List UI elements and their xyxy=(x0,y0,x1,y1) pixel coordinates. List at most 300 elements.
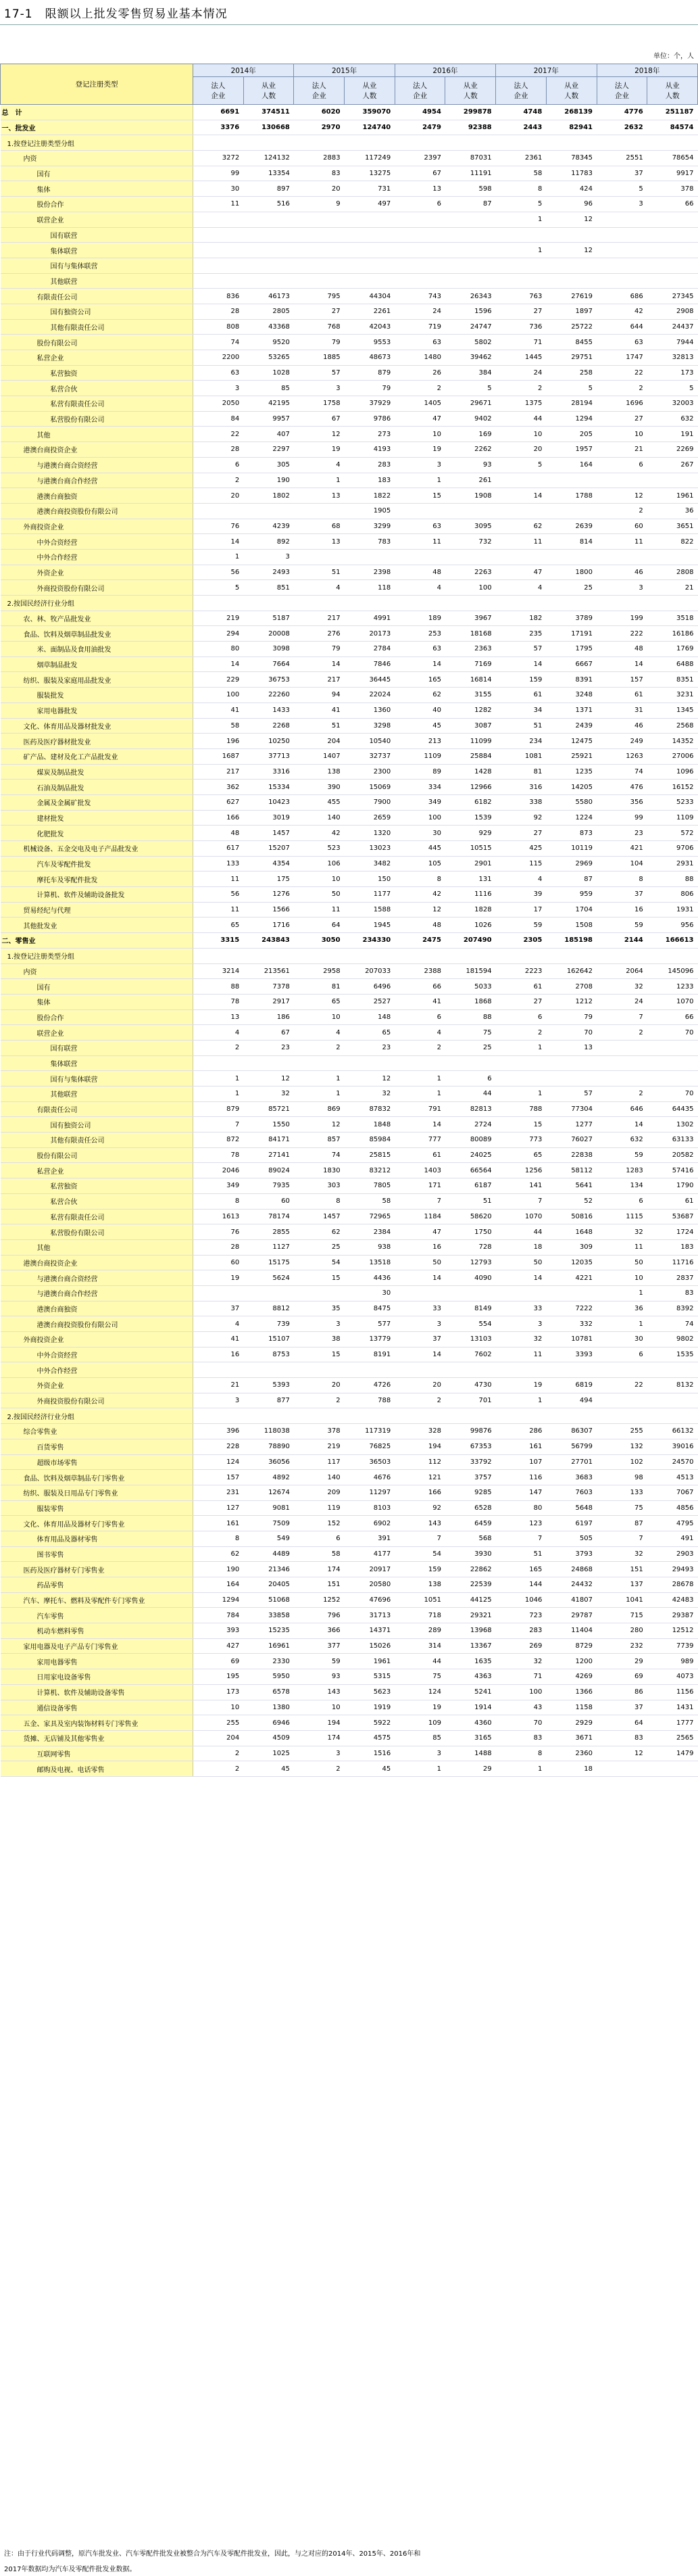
table-cell: 549 xyxy=(243,1531,294,1546)
row-label: 计算机、软件及辅助设备批发 xyxy=(1,887,193,903)
table-cell: 99876 xyxy=(445,1424,496,1439)
table-cell: 391 xyxy=(345,1531,395,1546)
row-label: 国有 xyxy=(1,166,193,181)
table-row xyxy=(1,994,698,1009)
table-cell: 332 xyxy=(546,1316,597,1332)
table-cell: 56 xyxy=(193,887,244,903)
table-cell xyxy=(395,135,445,151)
table-cell: 195 xyxy=(193,1669,244,1685)
table-cell xyxy=(496,273,547,289)
table-cell: 23 xyxy=(597,826,647,841)
row-label: 纺织、服装及家庭用品批发业 xyxy=(1,672,193,688)
table-cell xyxy=(193,1285,244,1301)
table-cell: 56799 xyxy=(546,1439,597,1454)
table-cell: 2931 xyxy=(647,856,698,872)
table-cell xyxy=(496,1055,547,1071)
table-row xyxy=(1,442,698,458)
table-cell xyxy=(294,1285,345,1301)
table-row xyxy=(1,672,698,688)
table-cell: 20 xyxy=(193,488,244,504)
table-cell: 15175 xyxy=(243,1255,294,1270)
table-cell: 58 xyxy=(496,166,547,181)
table-cell: 24 xyxy=(496,365,547,381)
table-cell: 21 xyxy=(647,580,698,596)
table-cell: 2568 xyxy=(647,718,698,734)
table-cell: 8351 xyxy=(647,672,698,688)
table-cell: 5641 xyxy=(546,1178,597,1194)
table-cell: 1403 xyxy=(395,1163,445,1178)
table-cell: 79 xyxy=(294,642,345,657)
table-cell: 30 xyxy=(395,826,445,841)
table-cell: 6020 xyxy=(294,105,345,120)
table-cell: 53687 xyxy=(647,1209,698,1224)
table-cell: 67353 xyxy=(445,1439,496,1454)
table-cell: 2479 xyxy=(395,120,445,135)
table-cell: 2970 xyxy=(294,120,345,135)
table-cell: 65 xyxy=(294,994,345,1009)
table-cell: 11 xyxy=(193,902,244,917)
table-cell: 4073 xyxy=(647,1669,698,1685)
table-row xyxy=(1,688,698,703)
table-cell: 31 xyxy=(597,702,647,718)
table-cell xyxy=(193,596,244,611)
table-cell: 12 xyxy=(294,1117,345,1132)
row-label: 汽车零售 xyxy=(1,1608,193,1623)
table-cell: 204 xyxy=(294,734,345,749)
table-cell: 1 xyxy=(193,1087,244,1102)
table-cell: 30 xyxy=(597,1332,647,1347)
table-cell: 374511 xyxy=(243,105,294,120)
row-label: 外商投资企业 xyxy=(1,519,193,534)
table-cell: 5 xyxy=(496,197,547,212)
table-cell: 261 xyxy=(445,473,496,488)
row-label: 内资 xyxy=(1,963,193,979)
table-cell: 11 xyxy=(496,1347,547,1362)
table-cell: 37 xyxy=(395,1332,445,1347)
table-cell: 20917 xyxy=(345,1562,395,1577)
table-cell: 4892 xyxy=(243,1470,294,1485)
table-cell: 1613 xyxy=(193,1209,244,1224)
table-cell: 173 xyxy=(193,1684,244,1700)
table-cell: 253 xyxy=(395,626,445,642)
table-cell: 53265 xyxy=(243,350,294,366)
table-cell: 82813 xyxy=(445,1101,496,1117)
table-cell: 836 xyxy=(193,289,244,304)
year-header: 2017年 xyxy=(496,64,597,77)
table-cell: 1041 xyxy=(597,1592,647,1608)
table-cell: 249 xyxy=(597,734,647,749)
table-cell: 7169 xyxy=(445,657,496,672)
table-cell: 3019 xyxy=(243,810,294,826)
table-cell: 407 xyxy=(243,427,294,442)
table-cell: 3231 xyxy=(647,688,698,703)
row-label: 中外合作经营 xyxy=(1,549,193,565)
table-cell xyxy=(647,473,698,488)
table-cell: 12674 xyxy=(243,1485,294,1500)
row-label: 联营企业 xyxy=(1,1025,193,1041)
table-cell: 4730 xyxy=(445,1378,496,1393)
table-cell: 174 xyxy=(294,1730,345,1746)
table-cell: 70 xyxy=(647,1025,698,1041)
table-cell: 189 xyxy=(395,611,445,626)
table-cell: 74 xyxy=(294,1147,345,1163)
table-cell: 6946 xyxy=(243,1715,294,1731)
table-row xyxy=(1,227,698,243)
table-cell: 32 xyxy=(597,1224,647,1240)
table-cell: 2046 xyxy=(193,1163,244,1178)
table-cell: 76 xyxy=(193,519,244,534)
table-cell: 2 xyxy=(294,1393,345,1408)
table-cell: 27619 xyxy=(546,289,597,304)
table-cell: 87 xyxy=(597,1516,647,1531)
table-cell: 8 xyxy=(496,1746,547,1761)
table-cell: 83212 xyxy=(345,1163,395,1178)
table-cell: 63 xyxy=(193,365,244,381)
table-cell: 15334 xyxy=(243,780,294,795)
table-cell: 3165 xyxy=(445,1730,496,1746)
table-cell: 3683 xyxy=(546,1470,597,1485)
table-cell: 4269 xyxy=(546,1669,597,1685)
row-label: 化肥批发 xyxy=(1,826,193,841)
table-row xyxy=(1,1439,698,1454)
table-cell: 6197 xyxy=(546,1516,597,1531)
table-cell: 7222 xyxy=(546,1301,597,1316)
table-cell: 2269 xyxy=(647,442,698,458)
table-cell: 15107 xyxy=(243,1332,294,1347)
table-cell: 5802 xyxy=(445,335,496,350)
table-row xyxy=(1,611,698,626)
table-cell: 87832 xyxy=(345,1101,395,1117)
table-cell: 283 xyxy=(496,1623,547,1639)
row-label: 内资 xyxy=(1,151,193,166)
table-cell: 130668 xyxy=(243,120,294,135)
table-cell: 7846 xyxy=(345,657,395,672)
table-row xyxy=(1,902,698,917)
row-label: 汽车及零配件批发 xyxy=(1,856,193,872)
table-cell: 796 xyxy=(294,1608,345,1623)
table-cell: 1 xyxy=(294,473,345,488)
table-cell: 65 xyxy=(496,1147,547,1163)
table-cell: 4991 xyxy=(345,611,395,626)
table-cell xyxy=(647,273,698,289)
table-cell: 69 xyxy=(193,1654,244,1669)
table-cell xyxy=(445,549,496,565)
table-cell: 7067 xyxy=(647,1485,698,1500)
table-cell: 2360 xyxy=(546,1746,597,1761)
row-label: 计算机、软件及辅助设备零售 xyxy=(1,1684,193,1700)
table-cell: 64 xyxy=(597,1715,647,1731)
table-cell: 255 xyxy=(597,1424,647,1439)
table-cell: 67 xyxy=(243,1025,294,1041)
table-cell: 22862 xyxy=(445,1562,496,1577)
table-cell: 258 xyxy=(546,365,597,381)
table-cell: 6 xyxy=(193,457,244,473)
table-cell: 32737 xyxy=(345,748,395,764)
table-cell: 1897 xyxy=(546,304,597,319)
table-cell: 145096 xyxy=(647,963,698,979)
row-label: 中外合作经营 xyxy=(1,1362,193,1378)
table-cell: 4360 xyxy=(445,1715,496,1731)
table-row xyxy=(1,365,698,381)
table-cell: 1115 xyxy=(597,1209,647,1224)
table-cell: 173 xyxy=(647,365,698,381)
table-cell: 1184 xyxy=(395,1209,445,1224)
table-cell: 1516 xyxy=(345,1746,395,1761)
table-cell: 106 xyxy=(294,856,345,872)
table-row xyxy=(1,1224,698,1240)
table-cell: 25722 xyxy=(546,319,597,335)
table-cell: 88 xyxy=(647,872,698,887)
table-cell xyxy=(546,135,597,151)
table-cell: 2223 xyxy=(496,963,547,979)
table-cell: 234 xyxy=(496,734,547,749)
table-cell: 11 xyxy=(294,902,345,917)
table-cell: 3272 xyxy=(193,151,244,166)
year-header: 2015年 xyxy=(294,64,395,77)
table-cell: 1508 xyxy=(546,917,597,933)
table-row xyxy=(1,350,698,366)
table-cell xyxy=(597,596,647,611)
table-cell: 81 xyxy=(294,979,345,995)
table-cell: 2659 xyxy=(345,810,395,826)
table-cell xyxy=(193,258,244,273)
table-cell: 305 xyxy=(243,457,294,473)
row-label: 其他批发业 xyxy=(1,917,193,933)
table-cell: 1914 xyxy=(445,1700,496,1715)
table-cell: 7935 xyxy=(243,1178,294,1194)
table-cell: 66 xyxy=(647,197,698,212)
table-cell: 808 xyxy=(193,319,244,335)
table-cell: 877 xyxy=(243,1393,294,1408)
table-cell: 1457 xyxy=(294,1209,345,1224)
table-cell: 497 xyxy=(345,197,395,212)
page-title: 17-1 限额以上批发零售贸易业基本情况 xyxy=(4,7,228,21)
table-cell: 1 xyxy=(193,549,244,565)
row-label: 货摊、无店铺及其他零售业 xyxy=(1,1730,193,1746)
table-cell xyxy=(546,227,597,243)
table-cell: 92388 xyxy=(445,120,496,135)
table-row xyxy=(1,948,698,963)
table-cell: 59 xyxy=(496,917,547,933)
table-cell: 1 xyxy=(395,1071,445,1087)
table-cell: 171 xyxy=(395,1178,445,1194)
table-cell xyxy=(445,1055,496,1071)
table-cell: 5393 xyxy=(243,1378,294,1393)
table-cell: 5623 xyxy=(345,1684,395,1700)
table-cell: 199 xyxy=(597,611,647,626)
table-cell: 51068 xyxy=(243,1592,294,1608)
table-cell: 632 xyxy=(647,411,698,427)
table-cell: 10 xyxy=(294,872,345,887)
table-cell: 36503 xyxy=(345,1454,395,1470)
table-cell: 87 xyxy=(445,197,496,212)
table-cell: 2297 xyxy=(243,442,294,458)
table-cell: 8475 xyxy=(345,1301,395,1316)
table-cell: 7900 xyxy=(345,794,395,810)
table-cell: 99 xyxy=(597,810,647,826)
table-cell: 148 xyxy=(345,1009,395,1025)
table-cell: 7 xyxy=(496,1531,547,1546)
table-cell: 8149 xyxy=(445,1301,496,1316)
table-cell: 1795 xyxy=(546,642,597,657)
table-cell: 959 xyxy=(546,887,597,903)
table-cell: 3 xyxy=(193,1393,244,1408)
table-cell: 50 xyxy=(496,1255,547,1270)
table-cell: 4354 xyxy=(243,856,294,872)
table-cell xyxy=(395,212,445,227)
table-cell: 76 xyxy=(193,1224,244,1240)
table-cell xyxy=(597,1393,647,1408)
table-cell: 568 xyxy=(445,1531,496,1546)
table-cell: 6578 xyxy=(243,1684,294,1700)
table-cell xyxy=(243,596,294,611)
table-cell: 1790 xyxy=(647,1178,698,1194)
table-cell: 5 xyxy=(597,181,647,197)
table-cell: 217 xyxy=(294,672,345,688)
table-cell: 71 xyxy=(496,335,547,350)
table-cell: 1366 xyxy=(546,1684,597,1700)
table-cell: 731 xyxy=(345,181,395,197)
table-cell: 83 xyxy=(496,1730,547,1746)
table-cell: 124740 xyxy=(345,120,395,135)
table-cell: 316 xyxy=(496,780,547,795)
table-cell: 1588 xyxy=(345,902,395,917)
table-cell: 207033 xyxy=(345,963,395,979)
table-cell: 2493 xyxy=(243,565,294,580)
row-label: 集体联营 xyxy=(1,243,193,258)
table-cell: 6 xyxy=(445,1071,496,1087)
table-cell xyxy=(445,1362,496,1378)
table-cell: 84574 xyxy=(647,120,698,135)
table-cell: 686 xyxy=(597,289,647,304)
table-row xyxy=(1,1378,698,1393)
table-cell: 14 xyxy=(395,657,445,672)
table-cell: 3214 xyxy=(193,963,244,979)
table-cell: 3789 xyxy=(546,611,597,626)
table-cell: 213 xyxy=(395,734,445,749)
table-cell: 268139 xyxy=(546,105,597,120)
row-label: 其他有限责任公司 xyxy=(1,319,193,335)
table-cell: 162642 xyxy=(546,963,597,979)
table-cell: 159 xyxy=(395,1562,445,1577)
table-cell: 1539 xyxy=(445,810,496,826)
year-header: 2014年 xyxy=(193,64,294,77)
table-cell: 19 xyxy=(395,1700,445,1715)
table-cell: 8 xyxy=(395,872,445,887)
table-cell: 12 xyxy=(243,1071,294,1087)
table-row xyxy=(1,181,698,197)
table-cell: 4 xyxy=(395,580,445,596)
table-cell: 646 xyxy=(597,1101,647,1117)
table-cell: 2384 xyxy=(345,1224,395,1240)
table-cell: 14 xyxy=(395,1347,445,1362)
table-cell: 2361 xyxy=(496,151,547,166)
table-cell xyxy=(294,1055,345,1071)
table-cell xyxy=(597,473,647,488)
table-cell: 100 xyxy=(193,688,244,703)
table-row xyxy=(1,120,698,135)
table-cell: 283 xyxy=(345,457,395,473)
table-cell xyxy=(597,258,647,273)
table-cell xyxy=(647,212,698,227)
table-cell: 2050 xyxy=(193,396,244,412)
table-cell xyxy=(395,243,445,258)
table-cell: 166613 xyxy=(647,933,698,949)
row-label: 服装批发 xyxy=(1,688,193,703)
table-cell xyxy=(395,1362,445,1378)
table-row xyxy=(1,1715,698,1731)
table-cell: 1380 xyxy=(243,1700,294,1715)
table-cell: 36 xyxy=(647,503,698,519)
row-label: 外资企业 xyxy=(1,565,193,580)
table-cell: 14371 xyxy=(345,1623,395,1639)
table-cell: 32 xyxy=(597,1546,647,1562)
table-cell: 51 xyxy=(496,1546,547,1562)
table-cell: 124132 xyxy=(243,151,294,166)
table-cell: 194 xyxy=(395,1439,445,1454)
table-cell: 75 xyxy=(395,1669,445,1685)
table-cell: 2808 xyxy=(647,565,698,580)
table-cell: 161 xyxy=(496,1439,547,1454)
table-cell: 2903 xyxy=(647,1546,698,1562)
table-cell: 7602 xyxy=(445,1347,496,1362)
table-cell: 76825 xyxy=(345,1439,395,1454)
table-cell: 118038 xyxy=(243,1424,294,1439)
row-label: 机动车燃料零售 xyxy=(1,1623,193,1639)
table-cell: 17 xyxy=(496,902,547,917)
table-cell: 30 xyxy=(193,181,244,197)
table-cell: 1716 xyxy=(243,917,294,933)
table-cell: 62 xyxy=(193,1546,244,1562)
table-cell: 46 xyxy=(597,565,647,580)
table-cell: 94 xyxy=(294,688,345,703)
table-cell: 88 xyxy=(193,979,244,995)
table-cell xyxy=(445,243,496,258)
table-cell xyxy=(647,227,698,243)
table-cell: 1256 xyxy=(496,1163,547,1178)
table-cell: 24868 xyxy=(546,1562,597,1577)
row-label: 建材批发 xyxy=(1,810,193,826)
row-label: 食品、饮料及烟草制品专门零售业 xyxy=(1,1470,193,1485)
employee-header: 从业 人数 xyxy=(445,77,496,105)
table-row xyxy=(1,1746,698,1761)
table-cell: 455 xyxy=(294,794,345,810)
table-cell: 8103 xyxy=(345,1500,395,1516)
table-cell xyxy=(546,473,597,488)
table-cell: 9917 xyxy=(647,166,698,181)
table-cell: 1116 xyxy=(445,887,496,903)
row-label: 中外合资经营 xyxy=(1,534,193,550)
table-cell: 59 xyxy=(597,1147,647,1163)
table-cell: 21 xyxy=(597,442,647,458)
table-cell: 1252 xyxy=(294,1592,345,1608)
table-cell: 12 xyxy=(395,902,445,917)
table-cell: 217 xyxy=(193,764,244,780)
table-cell: 1277 xyxy=(546,1117,597,1132)
table-cell: 3393 xyxy=(546,1347,597,1362)
table-cell: 181594 xyxy=(445,963,496,979)
table-cell: 54 xyxy=(294,1255,345,1270)
table-cell: 4090 xyxy=(445,1270,496,1286)
table-cell: 1109 xyxy=(647,810,698,826)
table-cell: 14 xyxy=(496,657,547,672)
table-cell: 29387 xyxy=(647,1608,698,1623)
table-cell: 2 xyxy=(193,1040,244,1055)
table-cell: 718 xyxy=(395,1608,445,1623)
table-cell: 33 xyxy=(496,1301,547,1316)
table-cell: 39016 xyxy=(647,1439,698,1454)
table-cell: 2527 xyxy=(345,994,395,1009)
